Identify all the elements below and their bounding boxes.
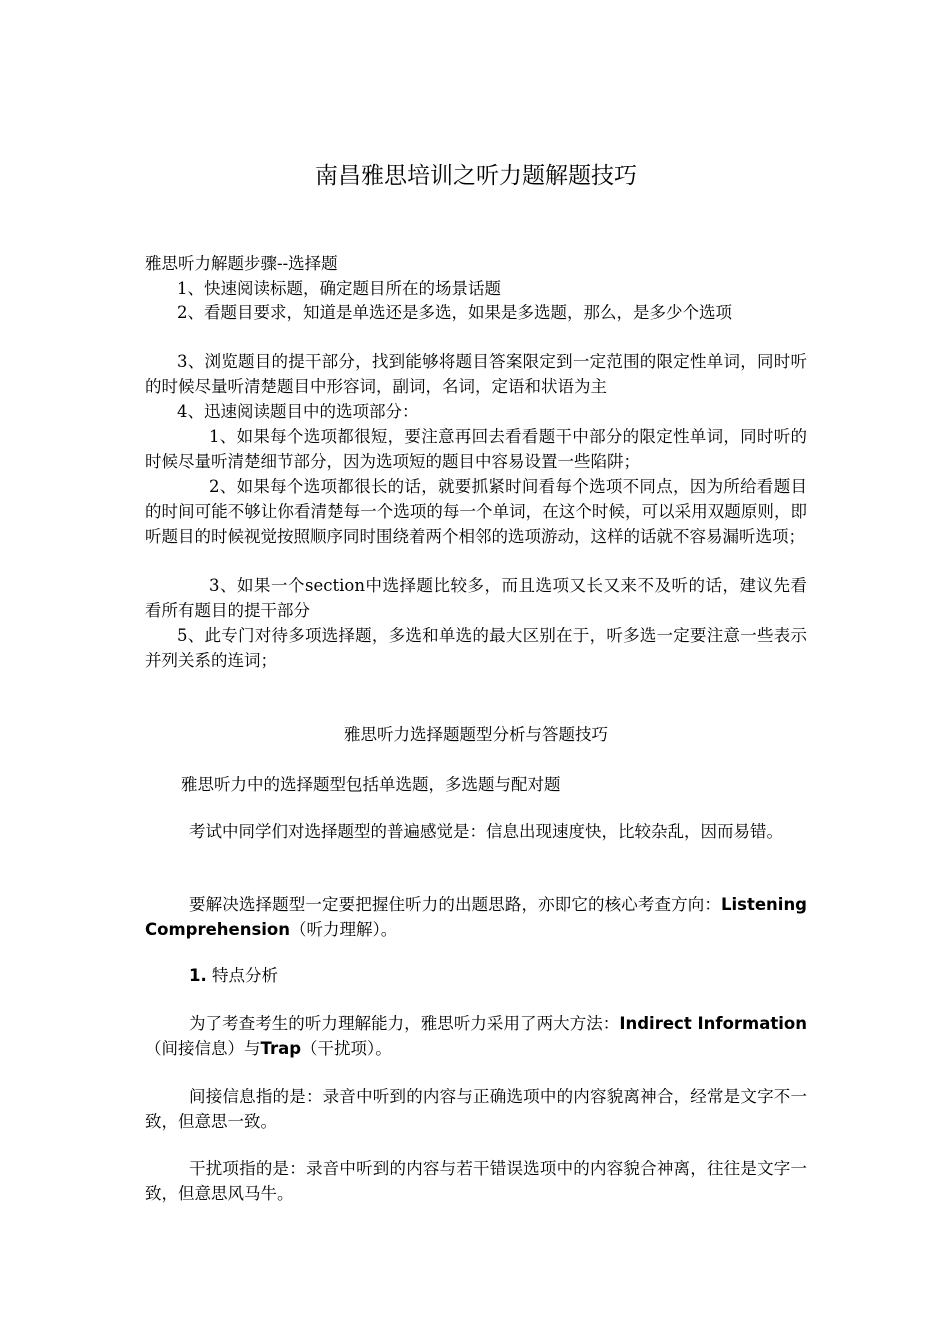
paragraph-trap: 干扰项指的是：录音中听到的内容与若干错误选项中的内容貌合神离，往往是文字一致，但意思风马牛。 [145,1159,807,1203]
trap-translation: （干扰项）。 [301,1039,392,1058]
steps-heading: 雅思听力解题步骤--选择题 [145,254,338,273]
feature-label: 特点分析 [212,966,278,985]
step-5: 5、此专门对待多项选择题，多选和单选的最大区别在于，听多选一定要注意一些表示并列关系的连词； [145,626,807,670]
feature-number: 1. [189,966,207,985]
paragraph-solve-approach [145,892,807,942]
step-1: 1、快速阅读标题，确定题目所在的场景话题 [177,279,501,298]
solve-approach-translation: （听力理解）。 [290,920,398,939]
listening-comprehension-term: Listening Comprehension [145,895,807,939]
trap-term: Trap [260,1039,302,1058]
section-2-heading: 雅思听力选择题题型分析与答题技巧 [344,725,608,744]
paragraph-question-types: 雅思听力中的选择题型包括单选题，多选题与配对题 [181,775,561,794]
step-4: 4、迅速阅读题目中的选项部分： [177,402,419,421]
indirect-information-translation: （间接信息）与 [145,1039,261,1058]
paragraph-common-feeling: 考试中同学们对选择题型的普遍感觉是：信息出现速度快，比较杂乱，因而易错。 [189,822,783,841]
methods-intro: 为了考查考生的听力理解能力，雅思听力采用了两大方法： [189,1014,620,1033]
document-title: 南昌雅思培训之听力题解题技巧 [315,163,637,189]
step-2: 2、看题目要求，知道是单选还是多选，如果是多选题，那么，是多少个选项 [177,303,732,322]
paragraph-indirect-info: 间接信息指的是：录音中听到的内容与正确选项中的内容貌离神合，经常是文字不一致，但意思一致。 [145,1087,807,1131]
step-4-2: 2、如果每个选项都很长的话，就要抓紧时间看每个选项不同点，因为所给看题目的时间可能不够让你看清楚每一个选项的每一个单词，在这个时候，可以采用双题原则，即听题目的时候视觉按照顺序同时围绕着两个相邻的选项游动，这样的话就不容易漏听选项； [145,477,807,546]
solve-approach-text: 要解决选择题型一定要把握住听力的出题思路，亦即它的核心考查方向： [189,895,721,914]
paragraph-two-methods [145,1011,807,1061]
step-4-3: 3、如果一个section中选择题比较多，而且选项又长又来不及听的话，建议先看看所有题目的提干部分 [145,576,807,620]
indirect-information-term: Indirect Information [619,1014,807,1033]
feature-analysis-heading [145,963,807,988]
step-3: 3、浏览题目的提干部分，找到能够将题目答案限定到一定范围的限定性单词，同时听的时候尽量听清楚题目中形容词，副词，名词，定语和状语为主 [145,352,807,396]
step-4-1: 1、如果每个选项都很短，要注意再回去看看题干中部分的限定性单词，同时听的时候尽量听清楚细节部分，因为选项短的题目中容易设置一些陷阱； [145,427,807,471]
